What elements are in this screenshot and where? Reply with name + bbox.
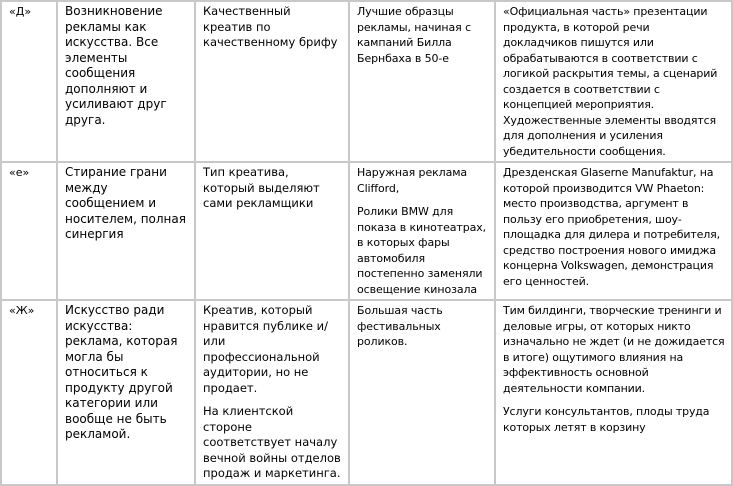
examples-cell xyxy=(349,1,495,162)
concept-cell: Стирание грани между сообщением и носителем, полная синергия xyxy=(57,162,195,300)
creative-type-text: Тип креатива, который выделяют сами рекламщики xyxy=(203,165,320,210)
examples-text: Большая часть фестивальных роликов. xyxy=(357,304,443,348)
creative-type-cell xyxy=(195,300,349,485)
table-row xyxy=(1,300,732,485)
creative-type-text: Качественный креатив по качественному брифу xyxy=(203,4,338,49)
event-application-cell xyxy=(495,1,732,162)
concept-cell: Возникновение рекламы как искусства. Все элементы сообщения дополняют и усиливают друг друга. xyxy=(57,1,195,162)
event-application-text: «Официальная часть» презентации продукта, в которой речи докладчиков пишутся или обрабатываются в соответствии с логикой раскрытия темы, а сценарий создается в соответствии с концепцией мероприятия. Художественные элементы вводятся для дополнения и усиления убедительности сообщения. xyxy=(503,5,718,158)
event-application-cell xyxy=(495,300,732,485)
creative-type-text: Креатив, который нравится публике и/или профессиональной аудитории, но не продает. xyxy=(203,303,328,395)
event-application-text: Дрезденская Glaserne Manufaktur, на которой производится VW Phaeton: место производства, аргумент в пользу его приобретения, шоу-площадка для дилера и потребителя, средство построения нового имиджа концерна Volkswagen, демонстрация его ценностей. xyxy=(503,166,720,288)
examples-cell xyxy=(349,162,495,300)
examples-text: Наружная реклама Clifford, xyxy=(357,166,468,195)
examples-text: Ролики BMW для показа в кинотеатрах, в которых фары автомобиля постепенно заменяли освещение кинозала xyxy=(357,205,487,296)
creative-type-cell xyxy=(195,1,349,162)
examples-text: Лучшие образцы рекламы, начиная с кампаний Билла Бернбаха в 50-е xyxy=(357,5,472,65)
row-letter-cell: «Ж» xyxy=(1,300,57,485)
creative-type-cell xyxy=(195,162,349,300)
table-row xyxy=(1,162,732,300)
row-letter-cell: «е» xyxy=(1,162,57,300)
creative-type-text: На клиентской стороне соответствует началу вечной войны отделов продаж и маркетинга. xyxy=(203,404,341,480)
event-application-text: Тим билдинги, творческие тренинги и деловые игры, от которых никто изначально не ждет (и не дожидается в итоге) ощутимого влияния на эффективность основной деятельности компании. xyxy=(503,304,725,395)
event-application-text: Услуги консультантов, плоды труда которых летят в корзину xyxy=(503,405,710,434)
examples-cell xyxy=(349,300,495,485)
table-row xyxy=(1,1,732,162)
concept-cell: Искусство ради искусства: реклама, которая могла бы относиться к продукту другой категории или вообще не быть рекламой. xyxy=(57,300,195,485)
row-letter-cell: «Д» xyxy=(1,1,57,162)
event-application-cell xyxy=(495,162,732,300)
